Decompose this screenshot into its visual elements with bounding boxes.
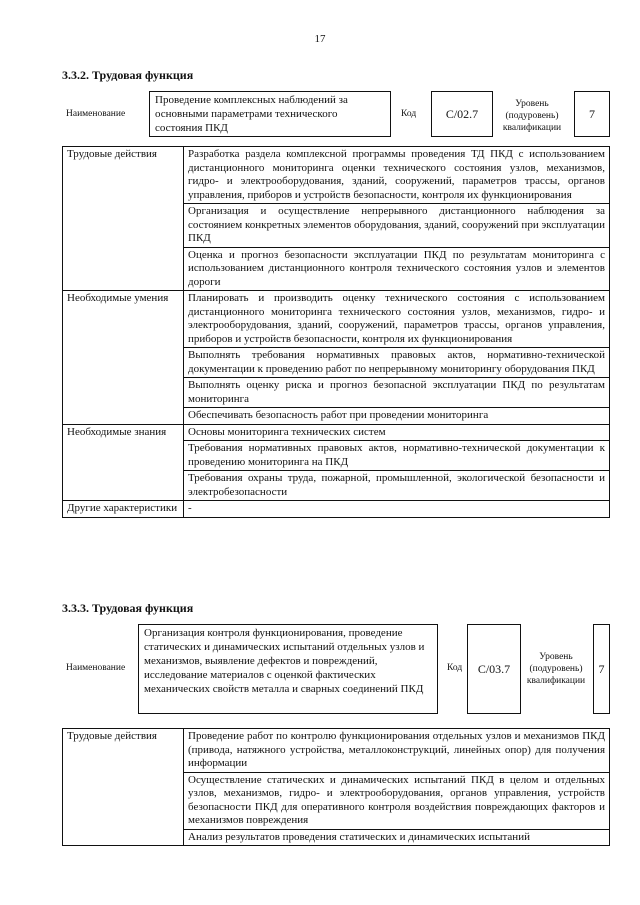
function-name-box [149,91,391,137]
table-cell: Осуществление статических и динамических испытаний ПКД в целом и отдельных узлов, механизмов, гидро- и электрооборудования, органов управления, устройств безопасности ПКД для оперативного контроля воздействия повреждающих факторов и механизмов повреждения [184,772,610,829]
level-label-line-3: квалификации [526,676,586,686]
function-table-3-3-2 [62,146,610,518]
level-label-line-3: квалификации [502,123,562,133]
function-table-3-3-3 [62,728,610,846]
level-label-line-2: (подуровень) [505,111,559,121]
table-cell: Организация и осуществление непрерывного дистанционного наблюдения за состоянием конкретных элементов оборудования, зданий, сооружений при эксплуатации ПКД [184,204,610,248]
level-value: 7 [598,662,605,676]
row-header: Трудовые действия [63,147,184,291]
table-row [63,147,610,204]
code-value: C/02.7 [445,107,479,121]
table-cell: Выполнять оценку риска и прогноз безопасной эксплуатации ПКД по результатам мониторинга [184,378,610,408]
page-number: 17 [314,33,326,45]
function-name-text: Проведение комплексных наблюдений за основными параметрами технического состояния ПКД [155,94,348,134]
level-label-line-2: (подуровень) [529,664,583,674]
row-header: Необходимые умения [63,291,184,425]
function-name-box [138,624,438,714]
code-label: Код [401,109,417,119]
section-title-3-3-3: 3.3.3. Трудовая функция [62,601,194,615]
table-cell: Требования нормативных правовых актов, нормативно-технической документации к проведению мониторинга на ПКД [184,441,610,471]
function-name-text: Организация контроля функционирования, проведение статических и динамических испытаний отдельных узлов и механизмов, выявление дефектов и повреждений, исследование материалов с оценкой фактических механических свойств металла и сварных соединений ПКД [144,627,425,695]
table-row [63,291,610,348]
table-row [63,424,610,441]
table-row [63,501,610,518]
row-header: Другие характеристики [63,501,184,518]
table-cell: - [184,501,610,518]
code-box [467,624,521,714]
level-label [492,98,572,134]
section-title-3-3-2: 3.3.2. Трудовая функция [62,68,194,82]
level-label [520,651,592,687]
table-row [63,729,610,773]
table-cell: Основы мониторинга технических систем [184,424,610,441]
level-box [593,624,610,714]
table-cell: Планировать и производить оценку технического состояния с использованием дистанционного мониторинга технического состояния узлов, механизмов, гидро- и электрооборудования, зданий, сооружений, параметров трассы, органов управления, приборов и устройств безопасности, контроля их функционирования [184,291,610,348]
level-label-line-1: Уровень [515,99,549,109]
code-label: Код [447,663,463,673]
row-header: Необходимые знания [63,424,184,501]
table-cell: Разработка раздела комплексной программы проведения ТД ПКД с использованием дистанционного мониторинга оценки технического состояния узлов, механизмов, гидро- и электрооборудования, зданий, сооружений, параметров трассы, органов управления, приборов и устройств безопасности, контроля их функционирования [184,147,610,204]
table-cell: Выполнять требования нормативных правовых актов, нормативно-технической документации к проведению работ по непрерывному мониторингу оборудования ПКД [184,348,610,378]
table-cell: Анализ результатов проведения статических и динамических испытаний [184,829,610,846]
name-label: Наименование [66,663,126,673]
table-cell: Обеспечивать безопасность работ при проведении мониторинга [184,408,610,425]
code-value: C/03.7 [477,662,511,676]
level-label-line-1: Уровень [539,652,573,662]
level-value: 7 [589,107,595,121]
name-label: Наименование [66,109,126,119]
level-box [574,91,610,137]
row-header: Трудовые действия [63,729,184,846]
code-box [431,91,493,137]
table-cell: Требования охраны труда, пожарной, промышленной, экологической безопасности и электробезопасности [184,471,610,501]
table-cell: Проведение работ по контролю функционирования отдельных узлов и механизмов ПКД (привода, натяжного устройства, металлоконструкций, линейных опор) для получения информации [184,729,610,773]
table-cell: Оценка и прогноз безопасности эксплуатации ПКД по результатам мониторинга с использованием дистанционного контроля технического состояния узлов и элементов дороги [184,247,610,291]
